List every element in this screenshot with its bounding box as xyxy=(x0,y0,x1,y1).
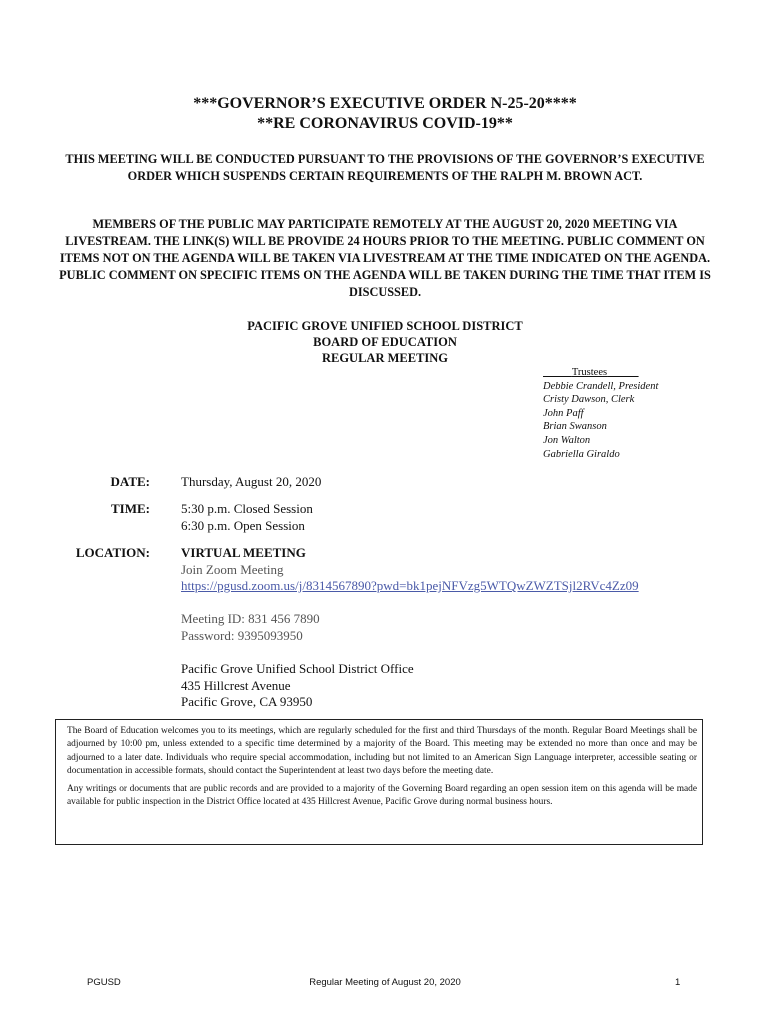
zoom-label: Join Zoom Meeting xyxy=(181,561,284,577)
board-info-box xyxy=(55,719,703,845)
virtual-meeting-title: VIRTUAL MEETING xyxy=(181,545,306,560)
public-participation-notice: MEMBERS OF THE PUBLIC MAY PARTICIPATE REMOTELY AT THE AUGUST 20, 2020 MEETING VIA LIVESTREAM. THE LINK(S) WILL BE PROVIDE 24 HOURS PRIOR TO THE MEETING. PUBLIC COMMENT ON ITEMS NOT ON THE AGENDA WILL BE TAKEN VIA LIVESTREAM AT THE TIME INDICATED ON THE AGENDA. PUBLIC COMMENT ON SPECIFIC ITEMS ON THE AGENDA WILL BE TAKEN DURING THE TIME THAT ITEM IS DISCUSSED. xyxy=(59,217,711,299)
office-street: 435 Hillcrest Avenue xyxy=(181,677,291,693)
zoom-meeting-link[interactable]: https://pgusd.zoom.us/j/8314567890?pwd=bk1pejNFVzg5WTQwZWZTSjl2RVc4Zz09 xyxy=(181,578,639,593)
trustees-heading xyxy=(543,366,658,380)
board-name: BOARD OF EDUCATION xyxy=(313,335,457,349)
board-info-paragraph-2: Any writings or documents that are public records and are provided to a majority of the Governing Board regarding an open session item on this agenda will be made available for public inspection in the District Office located at 435 Hillcrest Avenue, Pacific Grove during normal business hours. xyxy=(67,783,697,808)
trustee-item: Gabriella Giraldo xyxy=(543,448,620,460)
district-heading xyxy=(0,318,770,366)
footer-meeting-title: Regular Meeting of August 20, 2020 xyxy=(309,977,461,988)
board-info-paragraph-1: The Board of Education welcomes you to its meetings, which are regularly scheduled for the first and third Thursdays of the month. Regular Board Meetings shall be adjourned by 10:00 pm, unless extended to a specific time determined by a majority of the Board. This meeting may be extended no more than once and may be adjourned to a later date. Individuals who require special accommodation, including but not limited to an American Sign Language interpreter, accessible seating or documentation in accessible formats, should contact the Superintendent at least two days before the meeting date. xyxy=(67,726,697,777)
trustees-heading-text: Trustees xyxy=(571,367,608,378)
time-values xyxy=(181,501,313,534)
date-value: Thursday, August 20, 2020 xyxy=(181,474,322,489)
date-label: DATE: xyxy=(110,474,150,489)
trustee-item: Cristy Dawson, Clerk xyxy=(543,394,635,406)
open-session-time: 6:30 p.m. Open Session xyxy=(181,517,305,533)
time-label: TIME: xyxy=(111,501,150,516)
order-title-line-1: ***GOVERNOR’S EXECUTIVE ORDER N-25-20**** xyxy=(193,95,577,112)
trustees-list xyxy=(543,366,658,461)
meeting-type: REGULAR MEETING xyxy=(321,351,449,365)
office-address xyxy=(181,661,414,711)
trustee-item: Debbie Crandell, President xyxy=(543,380,659,392)
meeting-password: Password: 9395093950 xyxy=(181,627,303,643)
location-label: LOCATION: xyxy=(75,545,150,560)
page-number: 1 xyxy=(675,977,681,988)
zoom-credentials xyxy=(181,611,320,644)
brown-act-notice: THIS MEETING WILL BE CONDUCTED PURSUANT TO THE PROVISIONS OF THE GOVERNOR’S EXECUTIVE ORDER WHICH SUSPENDS CERTAIN REQUIREMENTS OF THE RALPH M. BROWN ACT. xyxy=(65,152,705,183)
executive-order-title xyxy=(0,94,770,134)
district-name: PACIFIC GROVE UNIFIED SCHOOL DISTRICT xyxy=(247,319,523,333)
trustee-item: John Paff xyxy=(543,407,584,419)
closed-session-time: 5:30 p.m. Closed Session xyxy=(181,501,313,516)
trustee-item: Brian Swanson xyxy=(543,421,607,433)
trustee-item: Jon Walton xyxy=(543,434,591,446)
office-city: Pacific Grove, CA 93950 xyxy=(181,694,313,709)
order-title-line-2: **RE CORONAVIRUS COVID-19** xyxy=(257,115,513,132)
location-values xyxy=(181,545,639,595)
meeting-id: Meeting ID: 831 456 7890 xyxy=(181,611,320,626)
office-name: Pacific Grove Unified School District Office xyxy=(181,661,414,676)
footer-org: PGUSD xyxy=(87,977,121,988)
